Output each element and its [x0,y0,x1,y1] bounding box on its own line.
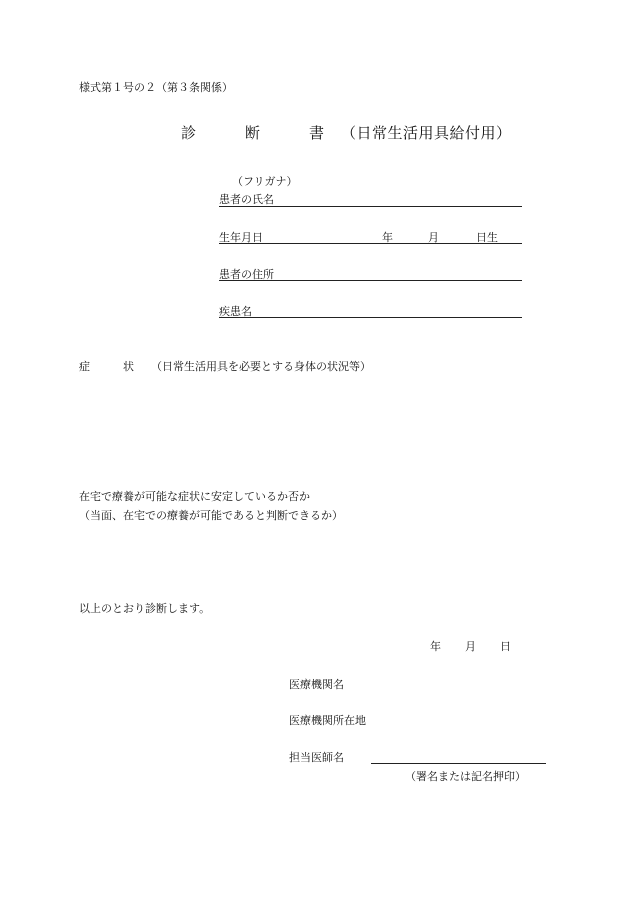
doctor-name-label: 担当医師名 [289,751,344,764]
date-month-label: 月 [465,640,476,653]
disease-name-field[interactable] [219,317,522,318]
patient-address-field[interactable] [219,280,522,281]
home-care-question: 在宅で療養が可能な症状に安定しているか否か [79,490,310,503]
title-main: 診 断 書 [181,124,342,142]
patient-address-label: 患者の住所 [219,268,274,281]
symptoms-label: 症 状 [79,360,145,373]
patient-name-field[interactable] [219,206,522,207]
signature-note: （署名または記名押印） [405,770,526,783]
symptoms-note: （日常生活用具を必要とする身体の状況等） [151,360,371,373]
furigana-label: （フリガナ） [232,175,298,188]
institution-address-label: 医療機関所在地 [289,714,366,727]
birth-month-label: 月 [428,231,439,244]
doctor-signature-field[interactable] [371,763,546,764]
symptoms-field[interactable] [79,378,529,478]
home-care-question-note: （当面、在宅での療養が可能であると判断できるか） [79,509,343,522]
date-year-label: 年 [430,640,441,653]
home-care-field[interactable] [79,528,529,593]
title-sub: （日常生活用具給付用） [341,124,512,142]
form-number: 様式第１号の２（第３条関係） [79,81,233,94]
institution-name-label: 医療機関名 [289,678,344,691]
birth-date-label: 生年月日 [219,231,263,244]
patient-name-label: 患者の氏名 [219,193,274,206]
symptoms-section [79,360,371,374]
birth-day-label: 日生 [476,231,498,244]
birth-year-label: 年 [382,231,393,244]
birth-date-field[interactable] [219,243,522,244]
closing-statement: 以上のとおり診断します。 [79,602,211,615]
page-title [181,124,512,142]
date-day-label: 日 [500,640,511,653]
disease-name-label: 疾患名 [219,305,252,318]
